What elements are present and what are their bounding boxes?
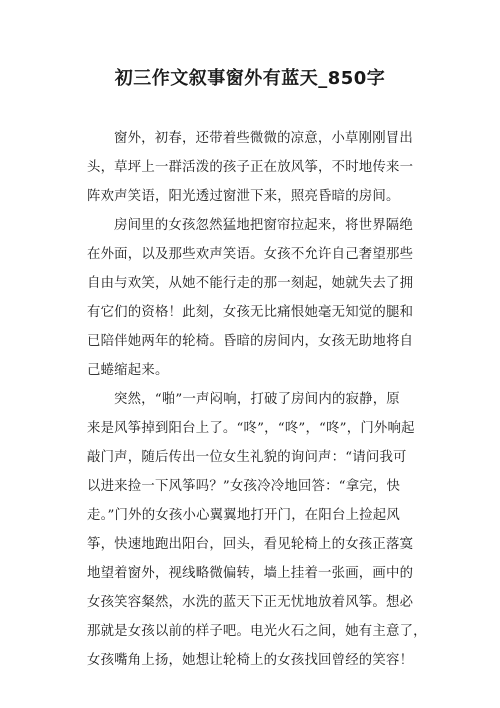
text-line: 筝，快速地跑出阳台，回头，看见轮椅上的女孩正落寞 — [87, 537, 414, 552]
text-line: 阵欢声笑语，阳光透过窗泄下来，照亮昏暗的房间。 — [87, 189, 400, 204]
text-line: 以进来捡一下风筝吗？”女孩冷冷地回答：“拿完，快 — [87, 479, 401, 494]
text-line: 已陪伴她两年的轮椅。昏暗的房间内，女孩无助地将自 — [87, 334, 414, 349]
text-line: 敲门声，随后传出一位女生礼貌的询问声：“请问我可 — [87, 450, 407, 465]
article-body — [87, 124, 427, 675]
text-line: 自由与欢笑，从她不能行走的那一刻起，她就失去了拥 — [87, 276, 414, 291]
text-line: 窗外，初春，还带着些微微的凉意，小草刚刚冒出 — [114, 131, 413, 146]
text-line: 在外面，以及那些欢声笑语。女孩不允许自己奢望那些 — [87, 247, 414, 262]
text-line: 那就是女孩以前的样子吧。电光火石之间，她有主意了， — [87, 624, 427, 639]
text-line: 突然，“啪”一声闷响，打破了房间内的寂静，原 — [114, 392, 400, 407]
text-line: 来是风筝掉到阳台上了。“咚”，“咚”，“咚”，门外响起 — [87, 421, 415, 436]
text-line: 女孩嘴角上扬，她想让轮椅上的女孩找回曾经的笑容！ — [87, 653, 414, 668]
text-line: 己蜷缩起来。 — [87, 363, 169, 378]
text-line: 头，草坪上一群活泼的孩子正在放风筝，不时地传来一 — [87, 160, 414, 175]
text-line: 女孩笑容粲然，水洗的蓝天下正无忧地放着风筝。想必 — [87, 595, 414, 610]
text-line: 走。”门外的女孩小心翼翼地打开门，在阳台上捡起风 — [87, 508, 400, 523]
page-title: 初三作文叙事窗外有蓝天_850字 — [114, 68, 386, 89]
text-line: 有它们的资格！此刻，女孩无比痛恨她毫无知觉的腿和 — [87, 305, 414, 320]
text-line: 房间里的女孩忽然猛地把窗帘拉起来，将世界隔绝 — [114, 218, 413, 233]
text-line: 地望着窗外，视线略微偏转，墙上挂着一张画，画中的 — [87, 566, 414, 581]
